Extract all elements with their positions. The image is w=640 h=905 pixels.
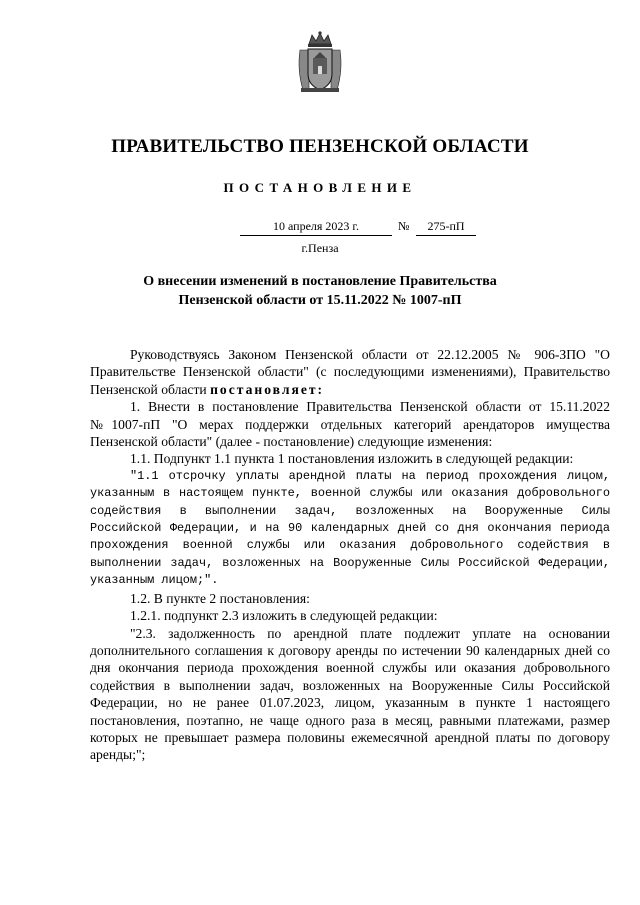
document-number: 275-пП [416, 219, 476, 236]
city: г.Пенза [301, 241, 339, 255]
document-date: 10 апреля 2023 г. [240, 219, 392, 236]
document-title [0, 272, 640, 310]
preamble-paragraph [90, 346, 610, 398]
document-body [90, 346, 610, 764]
number-sign: № [398, 219, 410, 233]
paragraph-1-1: 1.1. Подпункт 1.1 пункта 1 постановления изложить в следующей редакции: [130, 451, 574, 467]
quote-2-3: "2.3. задолженность по арендной плате подлежит уплате на основании дополнительного соглашения к договору аренды по истечении 90 календарных дней со дня окончания периода прохождения военной службы или оказания добровольного содействия в выполнении задач, возложенных на Вооруженные Силы Российской Федерации, но не ранее 01.07.2023, лицом, указанным в пункте 1 настоящего постановления, поэтапно, не чаще одного раза в месяц, равными платежами, размер которых не превышает размера половины ежемесячной арендной платы по договору аренды;"; [90, 625, 610, 763]
title-line-1: О внесении изменений в постановление Правительства [143, 274, 497, 289]
preamble-text: Руководствуясь Законом Пензенской области от 22.12.2005 № 906-ЗПО "О Правительстве Пензенской области" (с последующими изменениями), Правительство Пензенской области [90, 347, 610, 397]
paragraph-1: 1. Внести в постановление Правительства Пензенской области от 15.11.2022 №1007-пП "О мерах поддержки отдельных категорий арендаторов имущества Пензенской области" (далее - постановление) следующие изменения: [90, 399, 610, 450]
penza-region-coat-of-arms-icon [295, 30, 345, 94]
title-line-2: Пензенской области от 15.11.2022 № 1007-пП [178, 293, 462, 308]
government-name: ПРАВИТЕЛЬСТВО ПЕНЗЕНСКОЙ ОБЛАСТИ [111, 136, 529, 157]
document-type: ПОСТАНОВЛЕНИЕ [223, 180, 417, 195]
paragraph-1-2: 1.2. В пункте 2 постановления: [130, 590, 310, 606]
quote-1-1: "1.1 отсрочку уплаты арендной платы на период прохождения лицом, указанным в настоящем пункте, военной службы или оказания добровольного содействия в выполнении задач, возложенных на Вооруженные Силы Российской Федерации, и на 90 календарных дней со дня окончания периода прохождения военной службы или оказания добровольного содействия в выполнении задач, возложенных на Вооруженные Силы Российской Федерации, указанным лицом;". [90, 468, 610, 588]
date-number-line [0, 219, 640, 237]
paragraph-1-2-1: 1.2.1. подпункт 2.3 изложить в следующей редакции: [130, 608, 438, 624]
preamble-emphasis: постановляет: [210, 381, 325, 397]
